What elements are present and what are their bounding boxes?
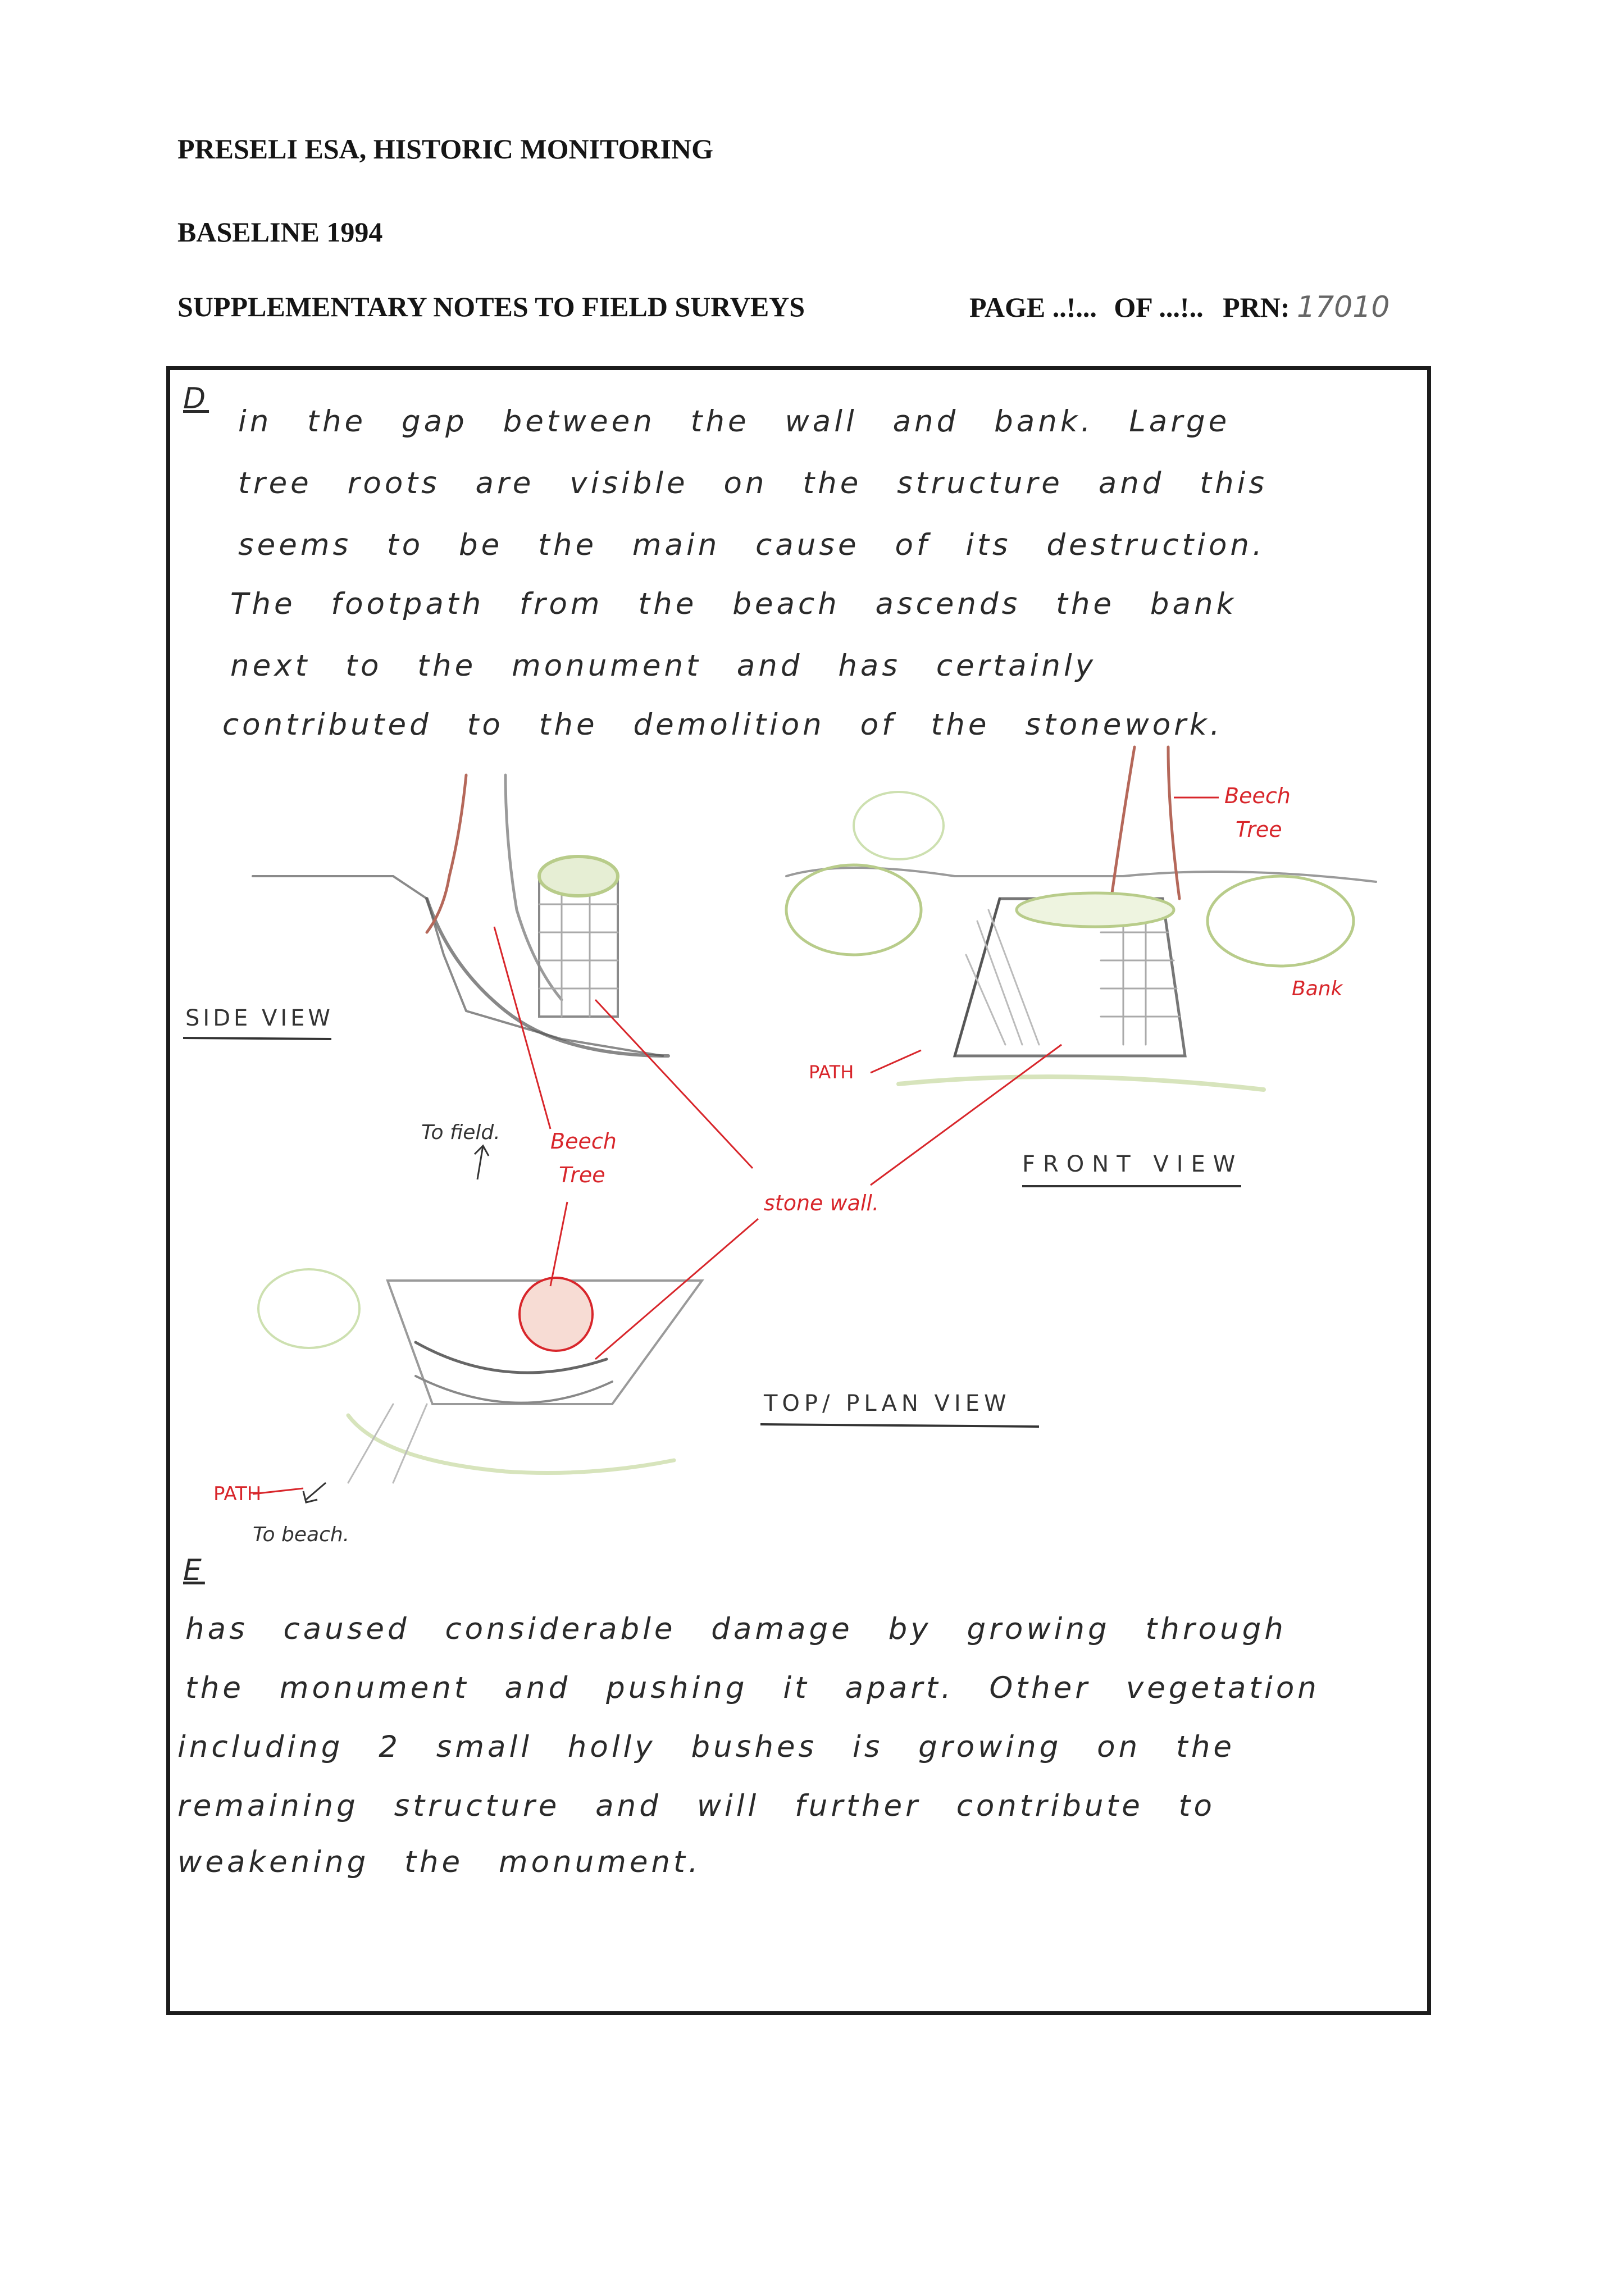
bank-label: Bank (1292, 977, 1343, 1000)
prn-value: 17010 (1297, 290, 1390, 324)
baseline-label: BASELINE 1994 (177, 216, 383, 248)
plan-path-label: PATH (213, 1483, 262, 1505)
beech-tree-right-label-line-2: Tree (1236, 817, 1282, 842)
section-d-line-5: next to the monument and has certainly (230, 649, 1097, 683)
section-e-line-1: has caused considerable damage by growing through (185, 1612, 1287, 1646)
beech-tree-label-line-2: Tree (559, 1163, 605, 1187)
section-e-line-2: the monument and pushing it apart. Other vegetation (185, 1671, 1320, 1705)
page-label: PAGE (969, 291, 1046, 323)
supplementary-label: SUPPLEMENTARY NOTES TO FIELD SURVEYS (177, 291, 805, 322)
page-value: ..!... (1052, 291, 1097, 323)
of-label: OF (1114, 291, 1152, 323)
section-d-line-6: contributed to the demolition of the stonework. (222, 708, 1223, 742)
beech-tree-right-label-line-1: Beech (1224, 783, 1291, 808)
to-beach-label: To beach. (253, 1523, 350, 1546)
section-e-line-4: remaining structure and will further contribute to (177, 1789, 1215, 1823)
view-underlines (183, 1038, 1241, 1427)
section-d-line-3: seems to be the main cause of its destruction. (238, 528, 1265, 562)
front-view-label: FRONT VIEW (1022, 1151, 1243, 1177)
stone-wall-label: stone wall. (764, 1191, 880, 1215)
section-e-marker: E (183, 1554, 205, 1587)
section-d-line-1: in the gap between the wall and bank. Large (238, 404, 1231, 439)
plan-view-label: TOP/ PLAN VIEW (764, 1391, 1011, 1416)
to-field-label: To field. (421, 1121, 500, 1144)
front-path-label: PATH (809, 1062, 854, 1083)
section-e-line-5: weakening the monument. (177, 1845, 701, 1879)
section-d-line-2: tree roots are visible on the structure and this (238, 466, 1268, 500)
beech-tree-label-line-1: Beech (550, 1129, 617, 1154)
plan-view-drawing (258, 1269, 702, 1483)
side-view-label: SIDE VIEW (185, 1005, 334, 1031)
section-d-line-4: The footpath from the beach ascends the bank (230, 587, 1237, 621)
form-title: PRESELI ESA, HISTORIC MONITORING (177, 133, 713, 165)
section-d-marker: D (183, 382, 209, 416)
section-e-line-3: including 2 small holly bushes is growing on the (177, 1730, 1236, 1764)
prn-label: PRN: (1223, 291, 1290, 323)
of-value: ...!.. (1159, 291, 1204, 323)
